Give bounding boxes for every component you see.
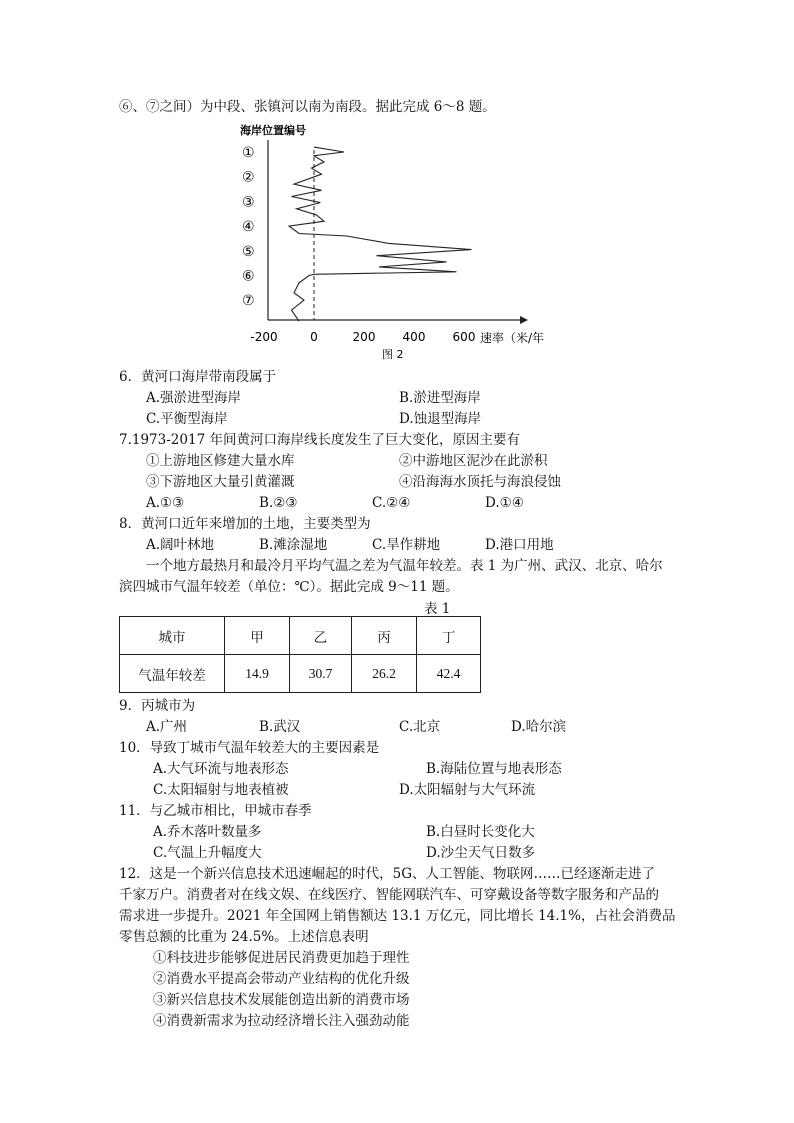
table-cell: 气温年较差 <box>120 655 225 693</box>
chart-caption: 图 2 <box>382 348 404 360</box>
x-tick-label: 600 <box>452 330 476 344</box>
q7-stem: 7.1973-2017 年间黄河口海岸线长度发生了巨大变化，原因主要有 <box>119 432 520 448</box>
intro-line: ⑥、⑦之间）为中段、张镇河以南为南段。据此完成 6～8 题。 <box>119 99 496 115</box>
table-row <box>120 617 481 655</box>
q6-option-a[interactable]: A.强淤进型海岸 <box>146 390 242 406</box>
q9-stem: 9．丙城市为 <box>119 698 196 714</box>
q7-option-d[interactable]: D.①④ <box>485 495 524 511</box>
temperature-range-table <box>119 616 481 693</box>
q11-option-d[interactable]: D.沙尘天气日数多 <box>426 845 536 861</box>
passage-line-1: 一个地方最热月和最冷月平均气温之差为气温年较差。表 1 为广州、武汉、北京、哈尔 <box>146 558 663 574</box>
q12-statement-2: ②消费水平提高会带动产业结构的优化升级 <box>153 971 410 987</box>
q7-option-c[interactable]: C.②④ <box>372 495 411 511</box>
chart-xlabel: 速率（米/年 <box>480 331 545 345</box>
chart-ylabel: 海岸位置编号 <box>240 124 306 137</box>
q12-line-4: 零售总额的比重为 24.5%。上述信息表明 <box>119 929 369 945</box>
table-header-cell: 城市 <box>120 617 225 655</box>
x-tick-label: 0 <box>310 330 318 344</box>
table-cell: 14.9 <box>225 655 290 693</box>
position-label: ③ <box>242 194 255 211</box>
position-label: ⑥ <box>242 268 255 285</box>
q6-option-c[interactable]: C.平衡型海岸 <box>146 411 228 427</box>
q8-stem: 8．黄河口近年来增加的土地，主要类型为 <box>119 516 371 532</box>
q8-option-b[interactable]: B.滩涂湿地 <box>259 537 328 553</box>
q9-option-c[interactable]: C.北京 <box>399 719 441 735</box>
table-cell: 26.2 <box>352 655 417 693</box>
q8-option-a[interactable]: A.阔叶林地 <box>146 537 215 553</box>
position-label: ⑤ <box>242 243 255 260</box>
q12-statement-3: ③新兴信息技术发展能创造出新的消费市场 <box>153 992 410 1008</box>
position-label: ② <box>242 169 255 186</box>
position-label: ④ <box>242 219 255 236</box>
position-label: ① <box>242 145 255 161</box>
q6-option-b[interactable]: B.淤进型海岸 <box>399 390 481 406</box>
q7-statement-4: ④沿海海水顶托与海浪侵蚀 <box>399 474 561 490</box>
coast-rate-chart <box>230 120 560 360</box>
q11-option-a[interactable]: A.乔木落叶数量多 <box>153 824 262 840</box>
q9-option-d[interactable]: D.哈尔滨 <box>511 719 567 735</box>
q6-stem: 6．黄河口海岸带南段属于 <box>119 369 277 385</box>
q7-statement-3: ③下游地区大量引黄灌溉 <box>146 474 295 490</box>
position-label: ⑦ <box>242 293 255 310</box>
table-cell: 30.7 <box>290 655 352 693</box>
q6-option-d[interactable]: D.蚀退型海岸 <box>399 411 482 427</box>
table-header-cell: 乙 <box>290 617 352 655</box>
x-tick-label: 400 <box>402 330 426 344</box>
q8-option-c[interactable]: C.旱作耕地 <box>372 537 441 553</box>
q12-statement-1: ①科技进步能够促进居民消费更加趋于理性 <box>153 950 410 966</box>
q10-option-b[interactable]: B.海陆位置与地表形态 <box>426 761 562 777</box>
table-cell: 42.4 <box>417 655 481 693</box>
q7-statement-1: ①上游地区修建大量水库 <box>146 453 295 469</box>
x-tick-label: 200 <box>352 330 376 344</box>
q8-option-d[interactable]: D.港口用地 <box>485 537 554 553</box>
table-title: 表 1 <box>424 601 451 617</box>
x-tick-labels <box>250 330 475 344</box>
q7-statement-2: ②中游地区泥沙在此淤积 <box>399 453 548 469</box>
q10-option-c[interactable]: C.太阳辐射与地表植被 <box>153 782 289 798</box>
passage-line-2: 滨四城市气温年较差（单位：℃）。据此完成 9～11 题。 <box>119 579 459 595</box>
table-header-cell: 丁 <box>417 617 481 655</box>
q10-stem: 10．导致丁城市气温年较差大的主要因素是 <box>119 740 380 756</box>
rate-curve <box>289 147 472 321</box>
q9-option-b[interactable]: B.武汉 <box>259 719 301 735</box>
q11-option-b[interactable]: B.白昼时长变化大 <box>426 824 535 840</box>
q9-option-a[interactable]: A.广州 <box>146 719 188 735</box>
table-header-cell: 丙 <box>352 617 417 655</box>
q12-line-2: 千家万户。消费者对在线文娱、在线医疗、智能网联汽车、可穿戴设备等数字服务和产品的 <box>119 887 659 903</box>
q7-option-a[interactable]: A.①③ <box>146 495 185 511</box>
q11-stem: 11．与乙城市相比，甲城市春季 <box>119 803 312 819</box>
q12-statement-4: ④消费新需求为拉动经济增长注入强劲动能 <box>153 1013 410 1029</box>
x-tick-label: -200 <box>250 330 278 344</box>
x-axis-arrow <box>520 316 528 324</box>
q10-option-a[interactable]: A.大气环流与地表形态 <box>153 761 289 777</box>
q12-line-1: 12．这是一个新兴信息技术迅速崛起的时代，5G、人工智能、物联网……已经逐渐走进了 <box>119 866 656 882</box>
table-header-cell: 甲 <box>225 617 290 655</box>
table-row <box>120 655 481 693</box>
q7-option-b[interactable]: B.②③ <box>259 495 298 511</box>
position-labels <box>242 145 255 309</box>
q12-line-3: 需求进一步提升。2021 年全国网上销售额达 13.1 万亿元，同比增长 14.1%，占社会消费品 <box>119 908 676 924</box>
q11-option-c[interactable]: C.气温上升幅度大 <box>153 845 262 861</box>
q10-option-d[interactable]: D.太阳辐射与大气环流 <box>399 782 536 798</box>
